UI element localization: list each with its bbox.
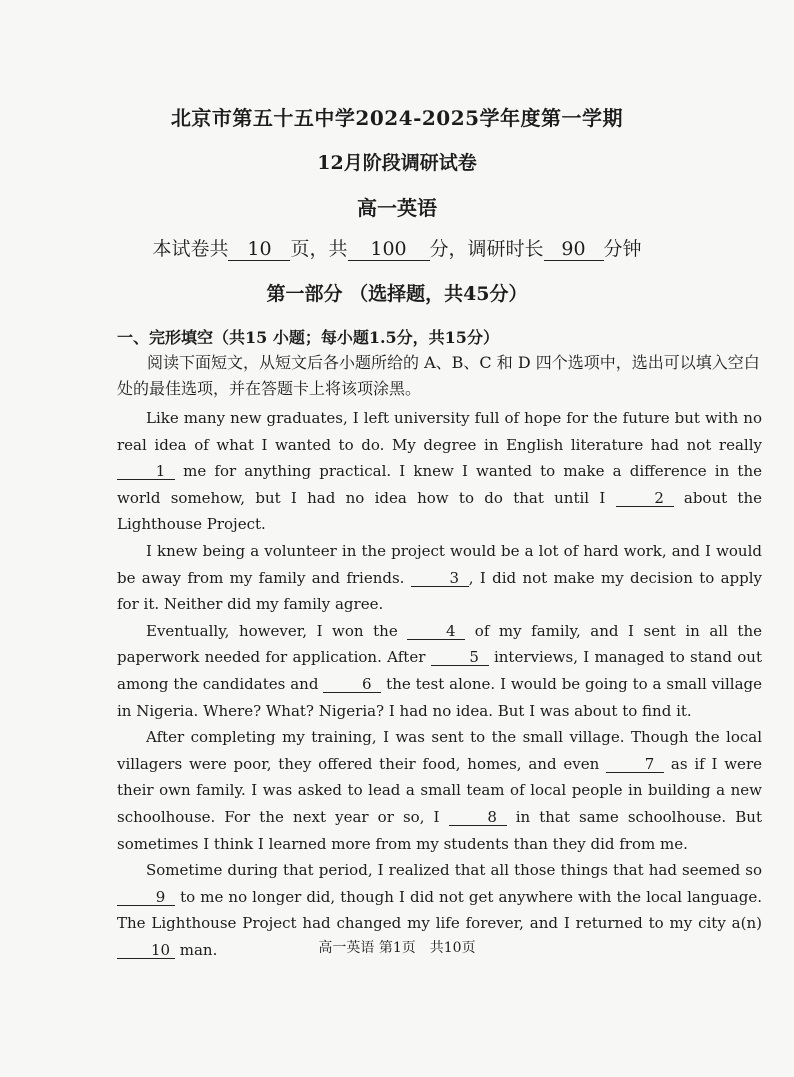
meta-pre: 本试卷共 (152, 238, 229, 260)
paragraph-2 (117, 538, 762, 618)
paragraph-1 (117, 405, 762, 538)
text-run: of my family, and I sent in all the paperwork needed for application. After (117, 621, 762, 667)
text-run: man. (175, 940, 218, 959)
text-run: I knew being a volunteer in the project would be a lot of hard work, and I would be away from my family and friends. (117, 541, 762, 587)
text-run: in that same schoolhouse. But sometimes I think I learned more from my students than they did from me. (117, 807, 762, 853)
section-title: 一、完形填空（共15 小题；每小题1.5分，共15分） (117, 328, 499, 347)
exam-title: 12月阶段调研试卷 (317, 152, 477, 174)
blank-5: 5 (431, 650, 489, 666)
meta-score: 100 (348, 240, 430, 261)
paragraph-4 (117, 724, 762, 857)
meta-mid2: 分，调研时长 (429, 238, 544, 260)
blank-9: 9 (117, 890, 175, 906)
text-run: Eventually, however, I won the (146, 621, 408, 640)
blank-3: 3 (411, 571, 469, 587)
blank-1: 1 (117, 464, 175, 480)
cloze-passage (117, 405, 762, 963)
exam-meta (0, 234, 794, 261)
section-instruction: 阅读下面短文，从短文后各小题所给的 A、B、C 和 D 四个选项中，选出可以填入空白处的最佳选项，并在答题卡上将该项涂黑。 (117, 353, 760, 398)
meta-pages: 10 (228, 240, 290, 261)
part-title: 第一部分 （选择题，共45分） (266, 283, 528, 305)
subject-title: 高一英语 (357, 196, 437, 220)
blank-4: 4 (407, 624, 465, 640)
text-run: Like many new graduates, I left university full of hope for the future but with no real idea of what I wanted to do. My degree in English literature had not really (117, 409, 762, 454)
blank-2: 2 (616, 491, 674, 507)
meta-post: 分钟 (603, 238, 642, 260)
blank-10: 10 (117, 943, 175, 959)
meta-minutes: 90 (544, 240, 604, 261)
text-run: the test alone. I would be going to a small village in Nigeria. Where? What? Nigeria? I had no idea. But I was about to find it. (117, 674, 762, 720)
text-run: Sometime during that period, I realized that all those things that had seemed so (146, 861, 762, 880)
meta-mid1: 页，共 (290, 238, 348, 260)
text-run: , I did not make my decision to apply for it. Neither did my family agree. (117, 568, 762, 614)
text-run: interviews, I managed to stand out among the candidates and (117, 648, 762, 693)
text-run: about the Lighthouse Project. (117, 488, 762, 534)
blank-7: 7 (606, 757, 664, 773)
blank-6: 6 (323, 677, 381, 693)
text-run: as if I were their own family. I was asked to lead a small team of local people in building a new schoolhouse. For the next year or so, I (117, 754, 762, 826)
paragraph-3 (117, 618, 762, 724)
page-footer: 高一英语 第1页 共10页 (318, 940, 476, 956)
blank-8: 8 (449, 810, 507, 826)
text-run: After completing my training, I was sent to the small village. Though the local villagers were poor, they offered their food, homes, and even (117, 728, 762, 773)
text-run: me for anything practical. I knew I wanted to make a difference in the world somehow, but I had no idea how to do that until I (117, 462, 762, 507)
text-run: to me no longer did, though I did not get anywhere with the local language. The Lighthouse Project had changed my life forever, and I returned to my city a(n) (117, 887, 762, 933)
school-title: 北京市第五十五中学2024-2025学年度第一学期 (170, 106, 624, 130)
